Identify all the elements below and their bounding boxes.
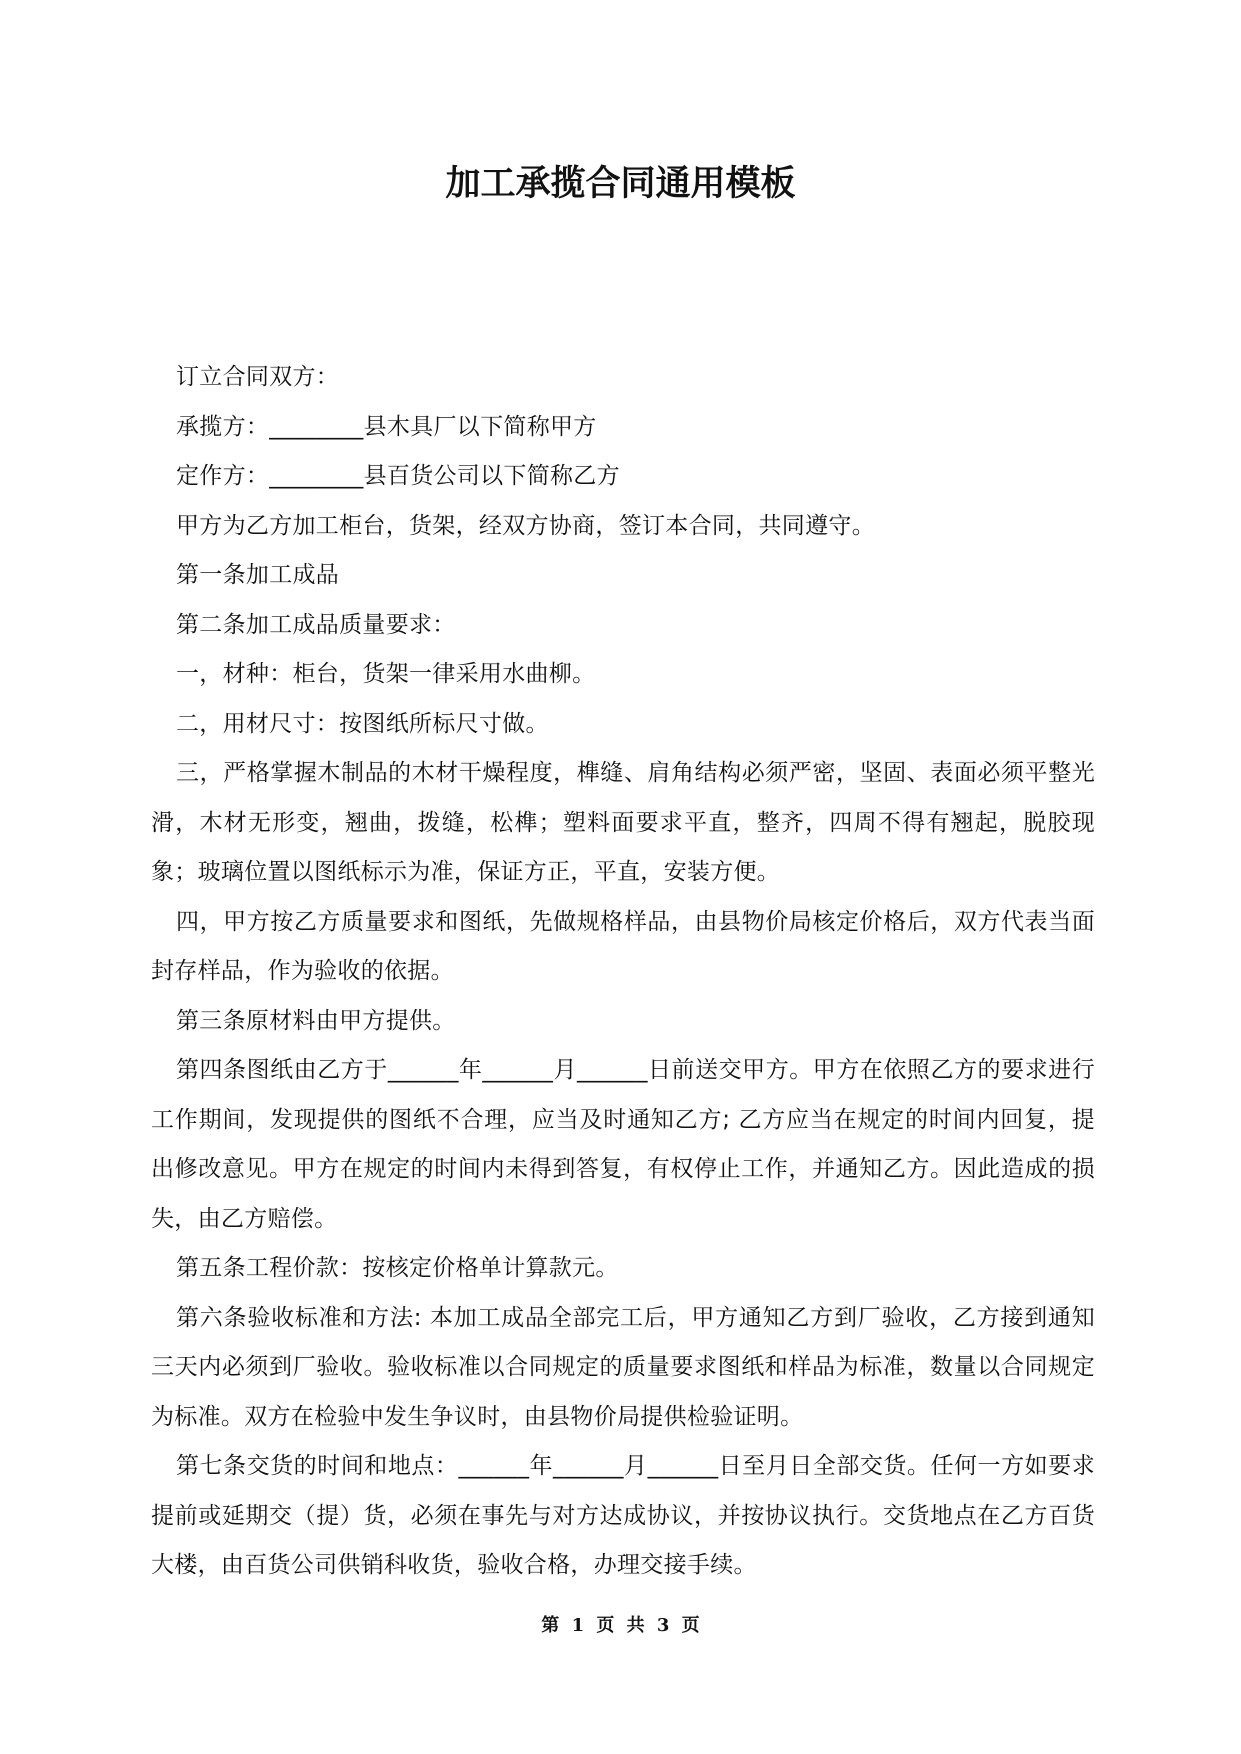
quality-item-2: 二，用材尺寸：按图纸所标尺寸做。 [176,710,549,737]
page-number-footer: 第 1 页 共 3 页 [541,1615,700,1636]
client-party: 定作方：________县百货公司以下简称乙方 [176,463,620,489]
article-2-heading: 第二条加工成品质量要求： [176,611,456,638]
quality-item-4: 四，甲方按乙方质量要求和图纸，先做规格样品，由县物价局核定价格后，双方代表当面封存样品，作为验收的依据。 [151,908,1095,984]
article-7-paragraph: 第七条交货的时间和地点：______年______月______日至月日全部交货。任何一方如要求提前或延期交（提）货，必须在事先与对方达成协议，并按协议执行。交货地点在乙方百货大楼，由百货公司供销科收货，验收合格，办理交接手续。 [151,1453,1095,1578]
document-title: 加工承揽合同通用模板 [445,164,796,204]
article-1-heading: 第一条加工成品 [176,562,340,588]
article-4-paragraph: 第四条图纸由乙方于______年______月______日前送交甲方。甲方在依照乙方的要求进行工作期间，发现提供的图纸不合理，应当及时通知乙方; 乙方应当在规定的时间内回复，提出修改意见。甲方在规定的时间内未得到答复，有权停止工作，并通知乙方。因此造成的损失，由乙方赔偿。 [151,1057,1095,1232]
document-body [151,353,1095,1591]
quality-item-1: 一，材种：柜台，货架一律采用水曲柳。 [176,661,596,687]
quality-item-3: 三，严格掌握木制品的木材干燥程度，榫缝、肩角结构必须严密，坚固、表面必须平整光滑，木材无形变，翘曲，拨缝，松榫；塑料面要求平直，整齐，四周不得有翘起，脱胶现象；玻璃位置以图纸标示为准，保证方正，平直，安装方便。 [151,760,1095,885]
contract-parties-heading: 订立合同双方： [176,364,340,390]
article-5-paragraph: 第五条工程价款：按核定价格单计算款元。 [176,1255,619,1281]
contractor-party: 承揽方：________县木具厂以下简称甲方 [176,413,597,440]
article-3-paragraph: 第三条原材料由甲方提供。 [176,1007,456,1034]
article-6-paragraph: 第六条验收标准和方法: 本加工成品全部完工后，甲方通知乙方到厂验收，乙方接到通知三天内必须到厂验收。验收标准以合同规定的质量要求图纸和样品为标准，数量以合同规定为标准。双方在检验中发生争议时，由县物价局提供检验证明。 [151,1304,1095,1430]
preamble-paragraph: 甲方为乙方加工柜台，货架，经双方协商，签订本合同，共同遵守。 [176,512,875,539]
